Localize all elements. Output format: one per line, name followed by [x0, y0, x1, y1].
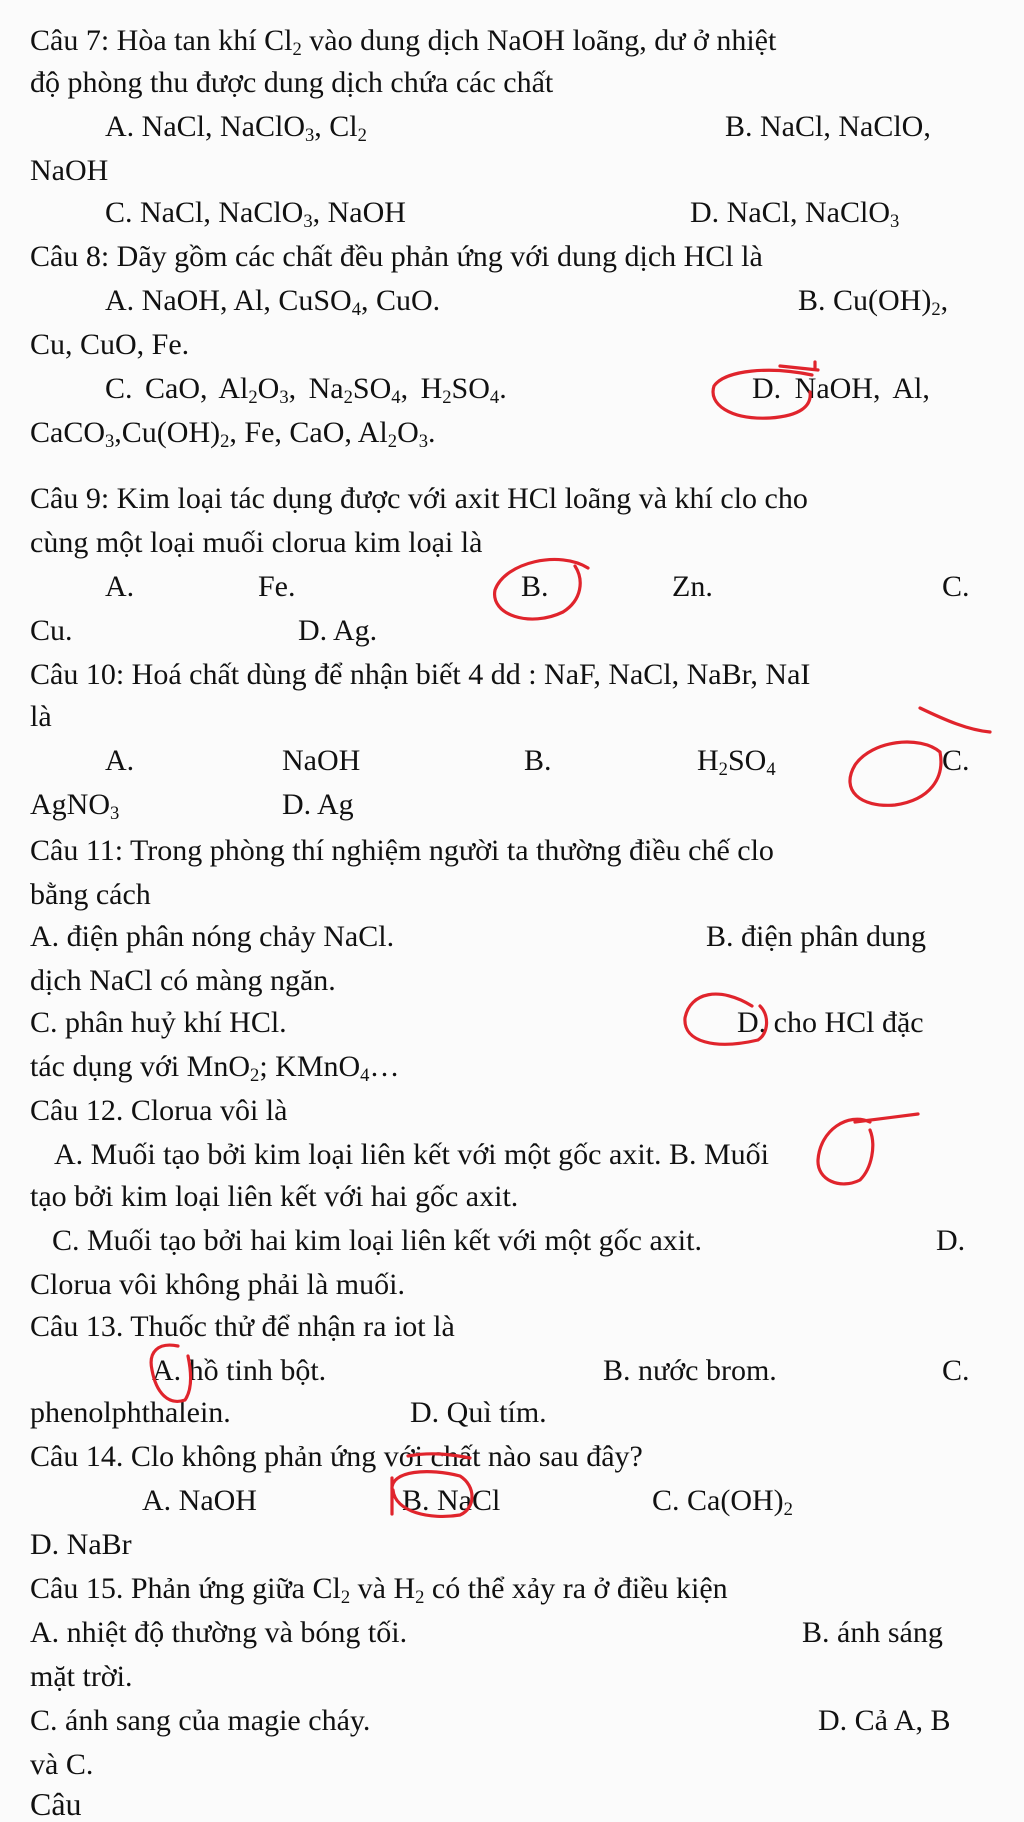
- q13-option-a: A. hồ tinh bột.: [152, 1354, 327, 1387]
- q13-option-c-value: phenolphthalein.: [30, 1396, 231, 1429]
- q7-option-b-cont: NaOH: [30, 154, 109, 187]
- q11-option-a: A. điện phân nóng chảy NaCl.: [30, 920, 395, 953]
- q8-option-b-cont: Cu, CuO, Fe.: [30, 328, 190, 361]
- q15-option-d-cont: và C.: [30, 1748, 94, 1781]
- q15-option-b-cont: mặt trời.: [30, 1660, 133, 1693]
- q9-stem-cont: cùng một loại muối clorua kim loại là: [30, 526, 483, 559]
- q10-option-a-label: A.: [105, 744, 135, 777]
- q12-option-b-cont: tạo bởi kim loại liên kết với hai gốc axit.: [30, 1180, 519, 1213]
- q9-option-b-label: B.: [521, 570, 549, 603]
- q8-option-c: C. CaO, $Al_2O_3$, $Na_2SO_4$, $H_2SO_4$.: [105, 372, 507, 409]
- q9-option-c-label: C.: [942, 570, 970, 603]
- circle-mark-q12-b: [818, 1114, 918, 1184]
- q9-option-b-value: Zn.: [672, 570, 713, 603]
- q14-option-c: C. $Ca(OH)_2$: [652, 1484, 793, 1521]
- q11-stem-cont: bằng cách: [30, 878, 151, 911]
- q14-option-b: B. NaCl: [402, 1484, 501, 1517]
- q10-option-b-value: $H_2SO_4$: [697, 744, 776, 781]
- q9-option-c-value: Cu.: [30, 614, 73, 647]
- q7-stem: Câu 7: Hòa tan khí $Cl_2$ vào dung dịch NaOH loãng, dư ở nhiệt: [30, 24, 777, 61]
- q10-stem-cont: là: [30, 700, 52, 733]
- q7-option-c: C. NaCl, NaClO$_3$, NaOH: [105, 196, 406, 233]
- q7-option-d: D. NaCl, NaClO$_3$: [690, 196, 900, 233]
- q10-option-c-label: C.: [942, 744, 970, 777]
- q11-option-d: D. cho HCl đặc: [737, 1006, 924, 1039]
- q9-option-a-label: A.: [105, 570, 135, 603]
- q14-option-a: A. NaOH: [142, 1484, 257, 1517]
- q7-option-b: B. NaCl, NaClO,: [725, 110, 931, 143]
- q13-stem: Câu 13. Thuốc thử để nhận ra iot là: [30, 1310, 455, 1343]
- q7-option-a: A. NaCl, NaClO$_3$, $Cl_2$: [105, 110, 367, 147]
- q10-option-c-value: AgNO$_3$: [30, 788, 120, 825]
- q7-stem-cont: độ phòng thu được dung dịch chứa các chất: [30, 66, 554, 99]
- q10-option-a-value: NaOH: [282, 744, 361, 777]
- q10-option-d: D. Ag: [282, 788, 354, 821]
- q12-stem: Câu 12. Clorua vôi là: [30, 1094, 288, 1127]
- q13-option-b: B. nước brom.: [603, 1354, 777, 1387]
- q11-option-d-cont: tác dụng với MnO$_2$; KMnO$_4$…: [30, 1050, 400, 1087]
- next-question-label: Câu: [30, 1786, 82, 1822]
- q12-option-d-label: D.: [936, 1224, 966, 1257]
- q8-option-d-cont: $CaCO_3,Cu(OH)_2$, Fe, CaO, $Al_2O_3$.: [30, 416, 436, 453]
- q15-option-a: A. nhiệt độ thường và bóng tối.: [30, 1616, 408, 1649]
- q10-stem: Câu 10: Hoá chất dùng để nhận biết 4 dd : NaF, NaCl, NaBr, NaI: [30, 658, 811, 691]
- q11-option-c: C. phân huỷ khí HCl.: [30, 1006, 287, 1039]
- q8-option-a: A. NaOH, Al, CuSO$_4$, CuO.: [105, 284, 441, 321]
- q10-option-b-label: B.: [524, 744, 552, 777]
- q11-option-b: B. điện phân dung: [706, 920, 926, 953]
- q14-stem: Câu 14. Clo không phản ứng với chất nào sau đây?: [30, 1440, 643, 1473]
- q14-option-d: D. NaBr: [30, 1528, 132, 1561]
- q15-stem: Câu 15. Phản ứng giữa $Cl_2$ và $H_2$ có thể xảy ra ở điều kiện: [30, 1572, 728, 1609]
- q8-stem: Câu 8: Dãy gồm các chất đều phản ứng với dung dịch HCl là: [30, 240, 763, 273]
- q15-option-d: D. Cả A, B: [818, 1704, 951, 1737]
- q12-options-ab: A. Muối tạo bởi kim loại liên kết với một gốc axit. B. Muối: [54, 1138, 770, 1171]
- stroke-mark-q8-d: [780, 362, 818, 370]
- q9-option-d: D. Ag.: [298, 614, 378, 647]
- q8-option-d: D. NaOH, Al,: [752, 372, 930, 405]
- q9-stem: Câu 9: Kim loại tác dụng được với axit HCl loãng và khí clo cho: [30, 482, 808, 515]
- q15-option-b: B. ánh sáng: [802, 1616, 943, 1649]
- q12-option-c: C. Muối tạo bởi hai kim loại liên kết với một gốc axit.: [52, 1224, 702, 1257]
- q12-option-d: Clorua vôi không phải là muối.: [30, 1268, 405, 1301]
- q11-stem: Câu 11: Trong phòng thí nghiệm người ta thường điều chế clo: [30, 834, 774, 867]
- q9-option-a-value: Fe.: [258, 570, 296, 603]
- q13-option-c-label: C.: [942, 1354, 970, 1387]
- q15-option-c: C. ánh sang của magie cháy.: [30, 1704, 371, 1737]
- q13-option-d: D. Quì tím.: [410, 1396, 547, 1429]
- q11-option-b-cont: dịch NaCl có màng ngăn.: [30, 964, 336, 997]
- q8-option-b: B. $Cu(OH)_2$,: [798, 284, 949, 321]
